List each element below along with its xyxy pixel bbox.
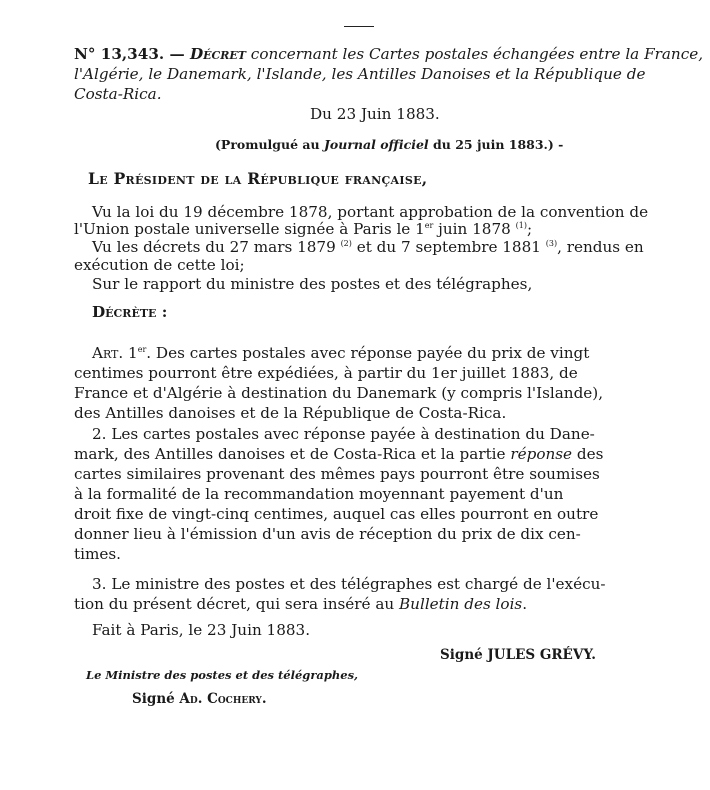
text: tion du présent décret, qui sera inséré au — [74, 595, 400, 613]
text: l'Union postale universelle signée à Paris le 1 — [74, 220, 425, 238]
promulgation-note — [215, 135, 563, 155]
dash: — — [164, 45, 190, 63]
footnote-ref-3: (3) — [545, 239, 558, 248]
text: et du 7 septembre 1881 — [351, 238, 546, 256]
article-1-line-4: des Antilles danoises et de la République de Costa-Rica. — [74, 404, 507, 422]
promulgation-post: du 25 juin 1883.) - — [428, 137, 564, 152]
promulgation-pre: (Promulgué au — [215, 137, 324, 152]
italic-reponse: réponse — [510, 445, 573, 463]
article-2-line-2 — [74, 444, 603, 464]
article-2-line-3: cartes similaires provenant des mêmes pays pourront être soumises — [74, 465, 600, 483]
text: mark, des Antilles danoises et de Costa-Rica et la partie — [74, 445, 511, 463]
bulletin-des-lois: Bulletin des lois — [399, 595, 523, 613]
text: . Des cartes postales avec réponse payée du prix de vingt — [146, 344, 590, 362]
superscript: er — [424, 221, 434, 230]
president-heading: Le Président de la République française, — [88, 169, 428, 188]
title-text-1: concernant les Cartes postales échangées entre la France, — [245, 45, 704, 63]
footnote-ref-1: (1) — [515, 221, 527, 230]
text: Signé — [132, 691, 180, 707]
article-2-line-6: donner lieu à l'émission d'un avis de réception du prix de dix cen- — [74, 525, 581, 543]
article-1-line-3: France et d'Algérie à destination du Danemark (y compris l'Islande), — [74, 384, 604, 402]
text: . — [522, 595, 528, 613]
text: , rendus en — [557, 238, 644, 256]
decree-title-line-3: Costa-Rica. — [74, 85, 162, 103]
preamble-1-line-2 — [74, 219, 532, 239]
preamble-2-line-2: exécution de cette loi; — [74, 256, 245, 274]
article-2-line-7: times. — [74, 545, 121, 563]
preamble-2-line-1 — [92, 237, 644, 257]
preamble-1-line-1: Vu la loi du 19 décembre 1878, portant approbation de la convention de — [92, 203, 649, 221]
minister-title: Le Ministre des postes et des télégraphes, — [86, 668, 359, 682]
fait-a-paris: Fait à Paris, le 23 Juin 1883. — [92, 621, 311, 639]
article-2-line-1: 2. Les cartes postales avec réponse payée à destination du Dane- — [92, 425, 595, 443]
text: des — [572, 445, 604, 463]
article-3-line-1: 3. Le ministre des postes et des télégraphes est chargé de l'exécu- — [92, 575, 606, 593]
article-1-line-1 — [92, 343, 589, 363]
signature-president: Signé JULES GRÉVY. — [440, 647, 596, 663]
text: Vu les décrets du 27 mars 1879 — [92, 238, 341, 256]
article-1-line-2: centimes pourront être expédiées, à partir du 1er juillet 1883, de — [74, 364, 578, 382]
journal-officiel: Journal officiel — [323, 137, 429, 152]
footnote-ref-2: (2) — [340, 239, 352, 248]
decrete-heading: Décrète : — [92, 303, 168, 321]
decret-word: Décret — [189, 45, 246, 63]
decree-date: Du 23 Juin 1883. — [310, 105, 440, 123]
article-2-line-5: droit fixe de vingt-cinq centimes, auquel cas elles pourront en outre — [74, 505, 599, 523]
minister-name: Ad. Cochery. — [179, 691, 267, 707]
article-1-label: Art. 1 — [92, 344, 138, 362]
signature-minister — [132, 689, 267, 709]
superscript: er — [137, 345, 147, 354]
text: juin 1878 — [433, 220, 516, 238]
decree-number: N° 13,343. — [74, 45, 165, 63]
preamble-3: Sur le rapport du ministre des postes et des télégraphes, — [92, 275, 533, 293]
article-2-line-4: à la formalité de la recommandation moyennant payement d'un — [74, 485, 564, 503]
decree-title-line-1 — [74, 44, 704, 64]
text: ; — [526, 220, 533, 238]
article-3-line-2 — [74, 594, 527, 614]
decree-title-line-2: l'Algérie, le Danemark, l'Islande, les Antilles Danoises et la République de — [74, 65, 646, 83]
top-rule-divider — [344, 26, 374, 27]
